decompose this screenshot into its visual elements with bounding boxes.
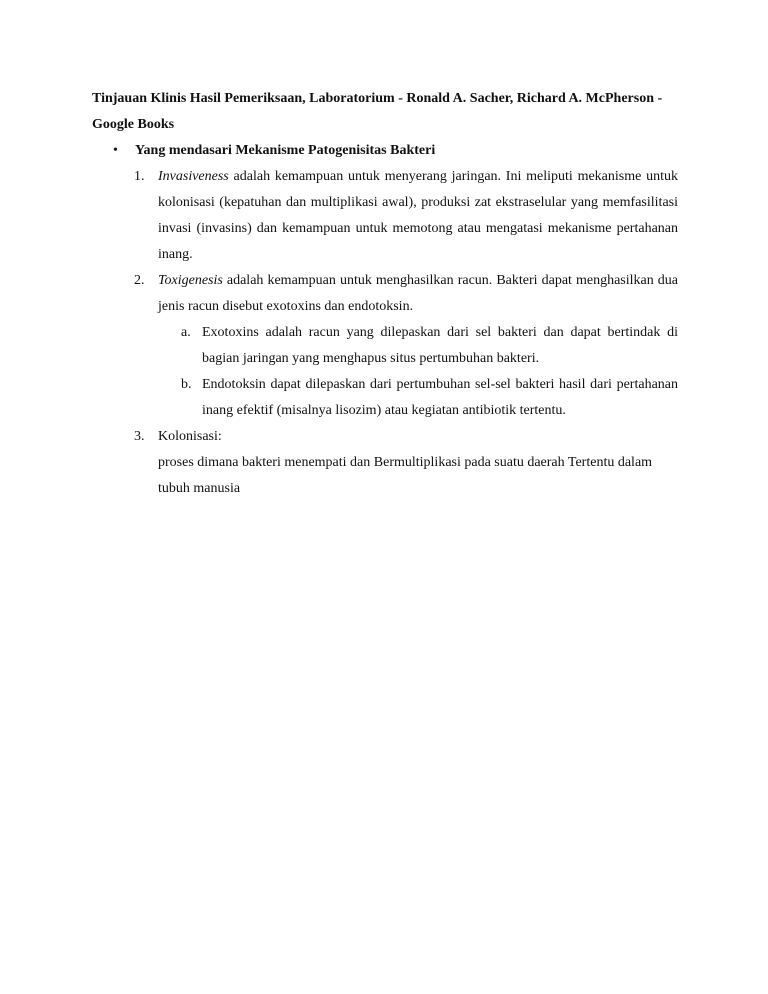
list-item-term: Toxigenesis: [158, 273, 223, 288]
list-item-3: [92, 424, 678, 450]
list-number: 2.: [134, 273, 145, 288]
list-item-term: Invasiveness: [158, 169, 229, 184]
list-item-text: Kolonisasi:: [158, 429, 222, 444]
sub-list-text: Exotoxins adalah racun yang dilepaskan dari sel bakteri dan dapat bertindak di bagian jaringan yang menghapus situs pertumbuhan bakteri.: [202, 325, 678, 366]
list-item-3-continuation: proses dimana bakteri menempati dan Bermultiplikasi pada suatu daerah Tertentu dalam tubuh manusia: [158, 455, 653, 496]
list-item-2: [92, 268, 678, 320]
bullet-heading-text: Yang mendasari Mekanisme Patogenisitas Bakteri: [135, 143, 436, 158]
bullet-icon: •: [113, 143, 118, 158]
sub-list-text: Endotoksin dapat dilepaskan dari pertumbuhan sel-sel bakteri hasil dari pertahanan inang efektif (misalnya lisozim) atau kegiatan antibiotik tertentu.: [202, 377, 678, 418]
bullet-heading: [92, 138, 678, 164]
sub-list-item-a: [92, 320, 678, 372]
list-number: 3.: [134, 429, 145, 444]
list-item-text: adalah kemampuan untuk menyerang jaringan. Ini meliputi mekanisme untuk kolonisasi (kepatuhan dan multiplikasi awal), produksi zat ekstraselular yang memfasilitasi invasi (invasins) dan kemampuan untuk memotong atau mengatasi mekanisme pertahanan inang.: [158, 169, 678, 262]
list-item-text: adalah kemampuan untuk menghasilkan racun. Bakteri dapat menghasilkan dua jenis racun disebut exotoxins dan endotoksin.: [158, 273, 678, 314]
list-number: 1.: [134, 169, 145, 184]
document-title: Tinjauan Klinis Hasil Pemeriksaan, Laboratorium - Ronald A. Sacher, Richard A. McPherson - Google Books: [92, 91, 663, 132]
list-item-1: [92, 164, 678, 268]
sub-list-letter: a.: [181, 325, 191, 340]
document-page: [92, 86, 678, 502]
sub-list-letter: b.: [181, 377, 192, 392]
sub-list-item-b: [92, 372, 678, 424]
